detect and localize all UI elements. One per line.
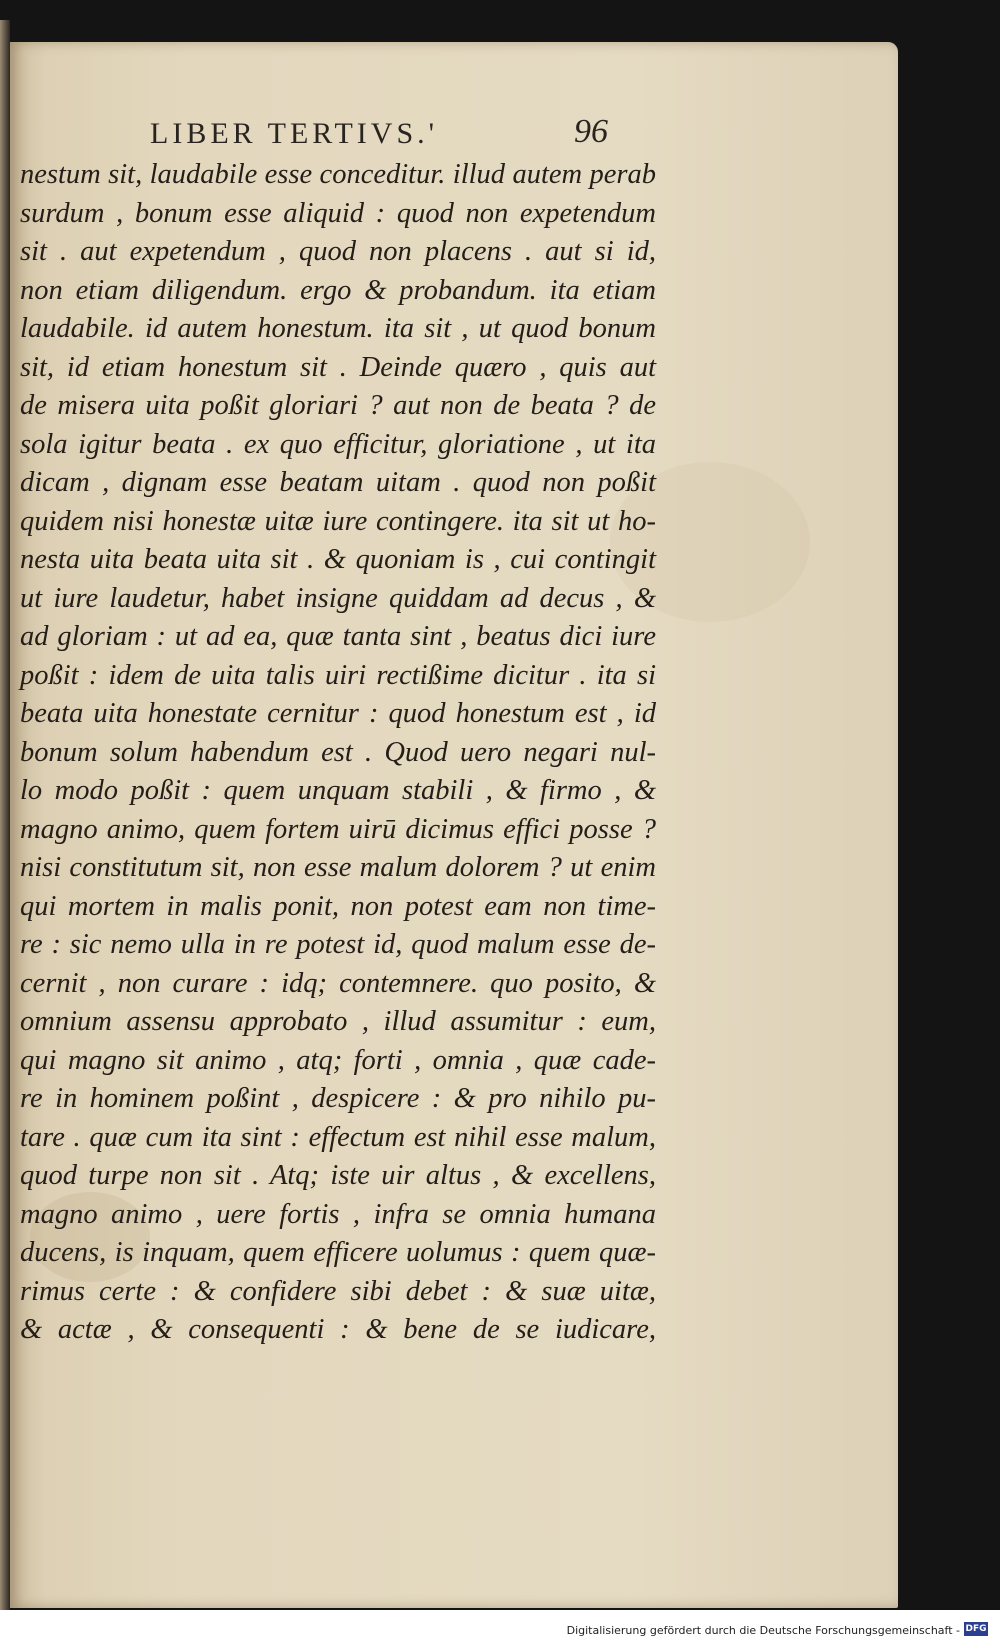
text-line: re in hominem poßint , despicere : & pro nihilo pu- [20,1083,656,1114]
text-line: ad gloriam : ut ad ea, quæ tanta sint , beatus dici iure [20,621,656,652]
text-line: poßit : idem de uita talis uiri rectißime dicitur . ita si [20,659,656,691]
text-line: cernit , non curare : idq; contemnere. quo posito, & [20,967,656,999]
text-line: sit . aut expetendum , quod non placens . aut si id, [20,236,656,267]
text-line: magno animo, quem fortem uirū dicimus effici posse ? [20,813,656,845]
text-line: bonum solum habendum est . Quod uero negari nul- [20,736,656,768]
text-line: nestum sit, laudabile esse conceditur. illud autem perab [20,159,656,190]
text-line: quidem nisi honestæ uitæ iure contingere. ita sit ut ho- [20,505,656,537]
text-line: laudabile. id autem honestum. ita sit , ut quod bonum [20,313,656,344]
text-line: ducens, is inquam, quem efficere uolumus : quem quæ- [20,1237,656,1268]
text-line: & actæ , & consequenti : & bene de se iudicare, [20,1314,656,1345]
text-line: beata uita honestate cernitur : quod honestum est , id [20,698,656,729]
body-text [20,156,656,1350]
text-line: quod turpe non sit . Atq; iste uir altus , & excellens, [20,1160,656,1191]
text-line: nesta uita beata uita sit . & quoniam is , cui contingit [20,544,656,575]
text-line: qui mortem in malis ponit, non potest eam non time- [20,890,656,922]
funding-notice: Digitalisierung gefördert durch die Deutsche Forschungsgemeinschaft - [566,1624,960,1637]
text-line: sola igitur beata . ex quo efficitur, gloriatione , ut ita [20,428,656,460]
text-line: rimus certe : & confidere sibi debet : & suæ uitæ, [20,1275,656,1307]
running-title: LIBER TERTIVS.' [150,117,439,150]
page-edge [0,20,10,1610]
text-line: surdum , bonum esse aliquid : quod non expetendum [20,197,656,229]
page-number: 96 [574,113,608,150]
text-line: lo modo poßit : quem unquam stabili , & firmo , & [20,775,656,806]
text-line: re : sic nemo ulla in re potest id, quod malum esse de- [20,929,656,960]
text-line: dicam , dignam esse beatam uitam . quod non poßit [20,467,656,498]
text-line: non etiam diligendum. ergo & probandum. ita etiam [20,274,656,306]
text-line: nisi constitutum sit, non esse malum dolorem ? ut enim [20,852,656,883]
text-line: ut iure laudetur, habet insigne quiddam ad decus , & [20,582,656,614]
text-line: qui magno sit animo , atq; forti , omnia , quæ cade- [20,1044,656,1076]
text-line: sit, id etiam honestum sit . Deinde quæro , quis aut [20,351,656,383]
text-line: omnium assensu approbato , illud assumitur : eum, [20,1006,656,1037]
text-line: de misera uita poßit gloriari ? aut non de beata ? de [20,390,656,421]
text-line: tare . quæ cum ita sint : effectum est nihil esse malum, [20,1121,656,1153]
text-line: magno animo , uere fortis , infra se omnia humana [20,1198,656,1230]
dfg-logo: DFG [965,1624,987,1634]
running-header [150,114,670,154]
